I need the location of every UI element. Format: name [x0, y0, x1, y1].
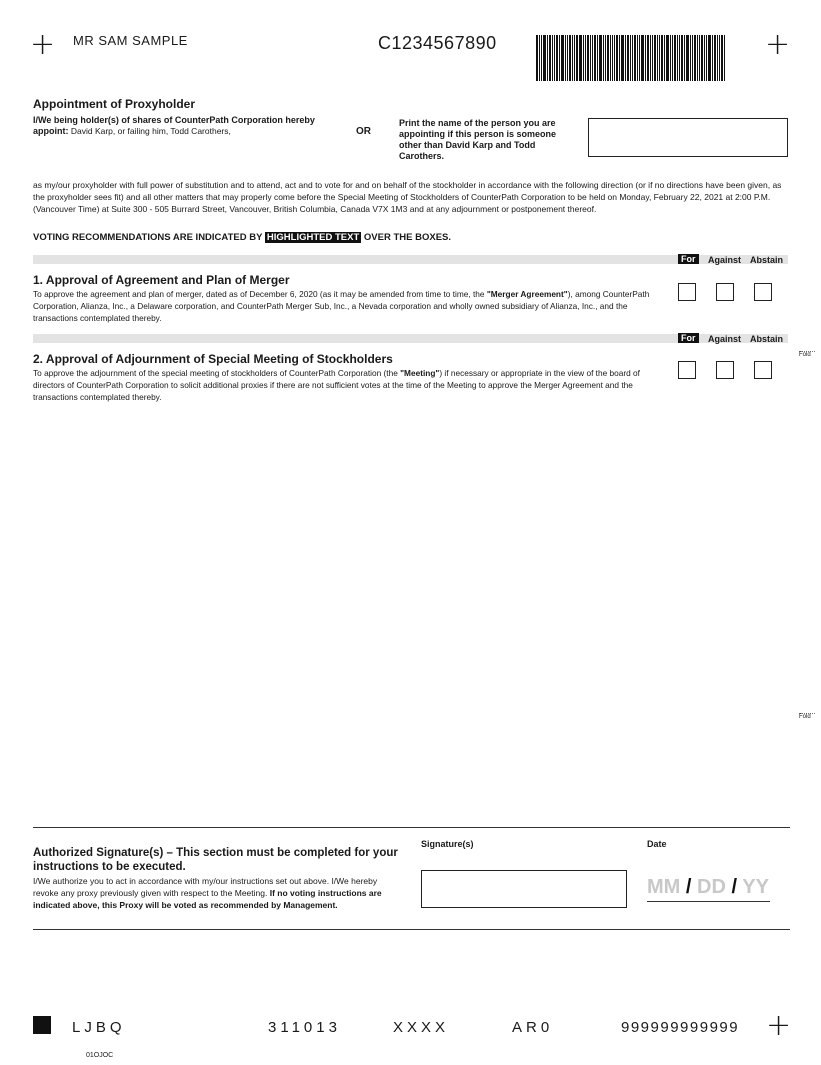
barcode-bar [625, 35, 626, 81]
column-header-abstain: Abstain [750, 334, 784, 344]
control-number: C1234567890 [378, 33, 497, 53]
barcode-bar [684, 35, 685, 81]
barcode-bar [587, 35, 589, 81]
footer-code-1: LJBQ [72, 1019, 126, 1036]
barcode-bar [599, 35, 602, 81]
registration-square-icon [33, 1016, 51, 1034]
barcode-bar [621, 35, 624, 81]
barcode-bar [574, 35, 575, 81]
fold-mark: Fold [799, 351, 815, 358]
barcode-bar [541, 35, 542, 81]
barcode-bar [652, 35, 653, 81]
barcode-bar [661, 35, 663, 81]
column-header-for: For [678, 333, 699, 343]
barcode-bar [630, 35, 631, 81]
barcode-bar [561, 35, 564, 81]
barcode-bar [592, 35, 593, 81]
barcode-bar [614, 35, 615, 81]
or-label: OR [356, 126, 371, 137]
footer-code-2: 311013 [268, 1019, 341, 1036]
barcode-bar [603, 35, 604, 81]
barcode-bar [612, 35, 613, 81]
barcode-bar [708, 35, 711, 81]
barcode-bar [664, 35, 665, 81]
barcode-bar [641, 35, 644, 81]
barcode-bar [697, 35, 698, 81]
item-1-title: 1. Approval of Agreement and Plan of Merger [33, 273, 290, 287]
barcode-bar [650, 35, 651, 81]
column-header-for: For [678, 254, 699, 264]
fold-mark: Fold [799, 713, 815, 720]
barcode-icon [536, 35, 746, 81]
barcode-bar [607, 35, 609, 81]
footer-small-code: 01OJOC [86, 1052, 114, 1059]
holder-name: MR SAM SAMPLE [73, 33, 188, 48]
highlighted-text-sample: HIGHLIGHTED TEXT [266, 232, 360, 243]
barcode-bar [694, 35, 696, 81]
barcode-bar [639, 35, 640, 81]
barcode-bar [701, 35, 703, 81]
barcode-bar [556, 35, 558, 81]
barcode-bar [706, 35, 707, 81]
barcode-bar [583, 35, 584, 81]
barcode-bar [572, 35, 573, 81]
item-1-against-checkbox[interactable] [716, 283, 734, 301]
barcode-bar [686, 35, 689, 81]
registration-cross-icon: + [766, 1008, 792, 1043]
barcode-bar [552, 35, 553, 81]
signature-body: I/We authorize you to act in accordance with my/our instructions set out above. I/We hereby revoke any proxy previously given with respect to the Meeting. If no voting instructions are indicated above, this Proxy will be voted as recommended by Management. [33, 876, 382, 910]
barcode-bar [632, 35, 633, 81]
footer-code-5: 999999999999 [621, 1019, 740, 1036]
registration-cross-icon: + [30, 27, 56, 62]
signature-input[interactable] [421, 870, 627, 908]
barcode-bar [659, 35, 660, 81]
barcode-bar [647, 35, 649, 81]
barcode-bar [717, 35, 718, 81]
barcode-bar [554, 35, 555, 81]
appointment-intro: I/We being holder(s) of shares of CounterPath Corporation hereby appoint: David Karp, or failing him, Todd Carothers, [33, 115, 315, 136]
item-2-description: To approve the adjournment of the special meeting of stockholders of CounterPath Corporation (the "Meeting") if necessary or appropriate in the view of the board of directors of CounterPath Corporation to solicit additional proxies if there are not sufficient votes at the time of the Meeting to approve the Merger Agreement and the transactions contemplated thereby. [33, 368, 640, 402]
barcode-bar [674, 35, 676, 81]
barcode-bar [579, 35, 582, 81]
item-2-title: 2. Approval of Adjournment of Special Meeting of Stockholders [33, 352, 393, 366]
barcode-bar [657, 35, 658, 81]
barcode-bar [547, 35, 548, 81]
barcode-bar [704, 35, 705, 81]
column-header-against: Against [708, 255, 742, 265]
barcode-bar [721, 35, 723, 81]
barcode-bar [585, 35, 586, 81]
item-1-for-checkbox[interactable] [678, 283, 696, 301]
appointment-body: as my/our proxyholder with full power of substitution and to attend, act and to vote for and on behalf of the stockholder in accordance with the following direction (or if no directions have been given, as the proxyholder sees fit) and all other matters that may properly come before the Special Meeting of Stockholders of CounterPath Corporation to be held on Monday, February 22, 2021 at 2:00 P.M. (Vancouver Time) at Suite 300 - 505 Burrard Street, Vancouver, British Columbia, Canada V7X 1M3 and at any adjournment or postponement thereof. [33, 180, 782, 214]
appointment-title: Appointment of Proxyholder [33, 97, 195, 111]
barcode-bar [672, 35, 673, 81]
item-1-abstain-checkbox[interactable] [754, 283, 772, 301]
barcode-bar [712, 35, 713, 81]
barcode-bar [549, 35, 551, 81]
barcode-bar [724, 35, 725, 81]
barcode-bar [569, 35, 571, 81]
barcode-bar [559, 35, 560, 81]
column-header-abstain: Abstain [750, 255, 784, 265]
barcode-bar [590, 35, 591, 81]
barcode-bar [616, 35, 618, 81]
signature-title: Authorized Signature(s) – This section must be completed for your instructions to be executed. [33, 847, 398, 873]
proxyholder-name-input[interactable] [588, 118, 788, 157]
barcode-bar [681, 35, 683, 81]
barcode-bar [605, 35, 606, 81]
item-2-for-checkbox[interactable] [678, 361, 696, 379]
item-1-description: To approve the agreement and plan of merger, dated as of December 6, 2020 (as it may be amended from time to time, the "Merger Agreement"), among CounterPath Corporation, Alianza, Inc., a Delaware corporation, and CounterPath Merger Sub, Inc., a Nevada corporation and wholly owned subsidiary of Alianza, Inc., and the transactions contemplated thereby. [33, 289, 650, 323]
section-divider [33, 255, 788, 264]
registration-cross-icon: + [765, 27, 791, 62]
print-name-label: Print the name of the person you are appointing if this person is someone other than David Karp and Todd Carothers. [399, 118, 557, 161]
barcode-bar [576, 35, 578, 81]
barcode-bar [637, 35, 638, 81]
barcode-bar [594, 35, 596, 81]
signature-bottom-rule [33, 929, 790, 930]
barcode-bar [666, 35, 669, 81]
section-divider [33, 334, 788, 343]
barcode-bar [670, 35, 671, 81]
barcode-bar [536, 35, 538, 81]
barcode-bar [567, 35, 568, 81]
barcode-bar [619, 35, 620, 81]
date-label: Date [647, 839, 667, 849]
footer-code-3: XXXX [393, 1019, 450, 1036]
barcode-bar [719, 35, 720, 81]
barcode-bar [634, 35, 636, 81]
item-2-abstain-checkbox[interactable] [754, 361, 772, 379]
footer-code-4: AR0 [512, 1019, 554, 1036]
signature-top-rule [33, 827, 790, 828]
barcode-bar [692, 35, 693, 81]
barcode-bar [679, 35, 680, 81]
barcode-bar [690, 35, 691, 81]
barcode-bar [654, 35, 656, 81]
barcode-bar [699, 35, 700, 81]
column-header-against: Against [708, 334, 742, 344]
barcode-bar [677, 35, 678, 81]
signature-label: Signature(s) [421, 839, 474, 849]
barcode-bar [543, 35, 546, 81]
barcode-bar [714, 35, 716, 81]
date-input[interactable]: MM / DD / YY [647, 876, 770, 902]
barcode-bar [597, 35, 598, 81]
barcode-bar [645, 35, 646, 81]
item-2-against-checkbox[interactable] [716, 361, 734, 379]
voting-recommendation: VOTING RECOMMENDATIONS ARE INDICATED BY HIGHLIGHTED TEXT OVER THE BOXES. [33, 232, 452, 243]
barcode-bar [610, 35, 611, 81]
barcode-bar [565, 35, 566, 81]
barcode-bar [627, 35, 629, 81]
barcode-bar [539, 35, 540, 81]
